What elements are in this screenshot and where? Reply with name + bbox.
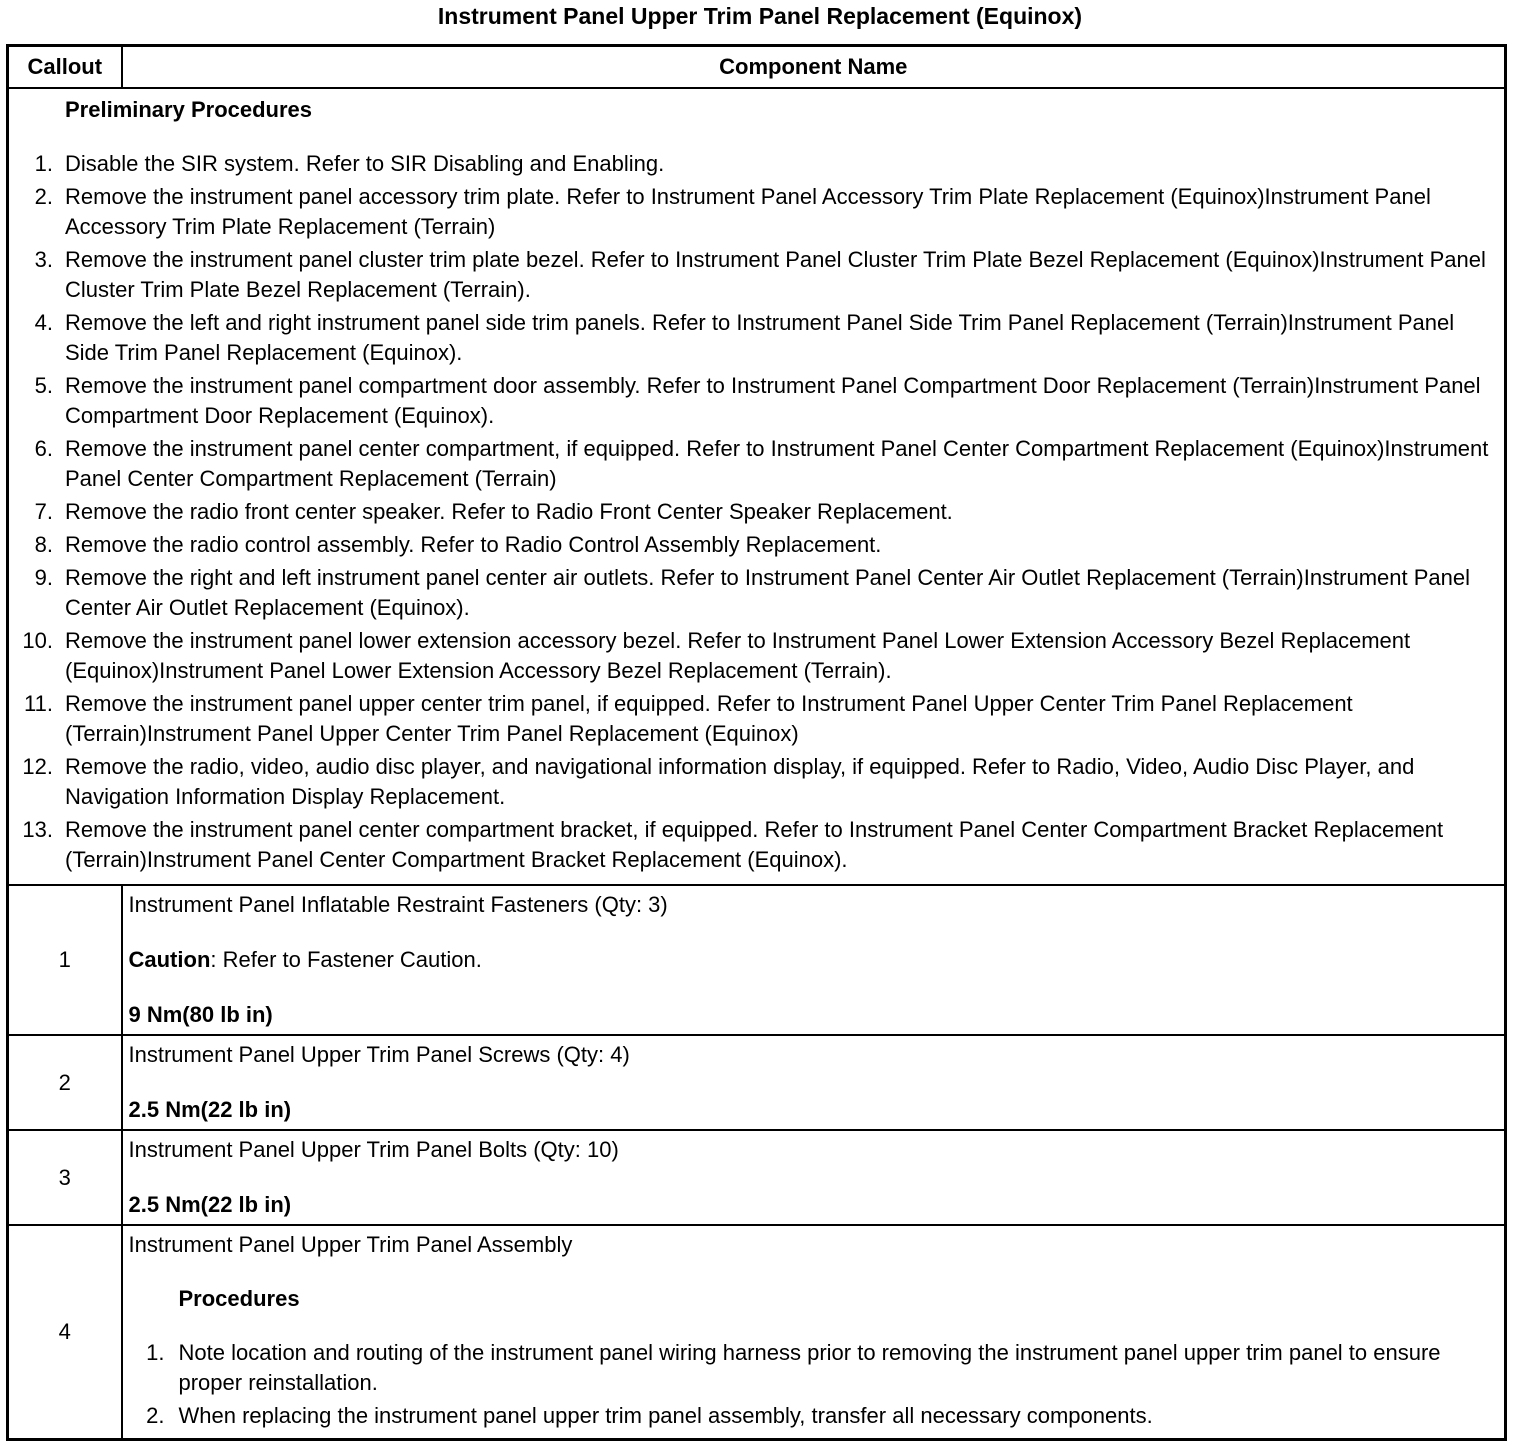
- list-item: 2. Remove the instrument panel accessory trim plate. Refer to Instrument Panel Accessory Trim Plate Replacement (Equinox)Instrument Panel Accessory Trim Plate Replacement (Terrain): [34, 184, 1431, 239]
- table-row: [8, 1225, 1506, 1440]
- list-item: 1. Note location and routing of the instrument panel wiring harness prior to removing the instrument panel upper trim panel to ensure proper reinstallation.: [146, 1340, 1441, 1395]
- component-name: Instrument Panel Upper Trim Panel Screws (Qty: 4): [128, 1042, 630, 1067]
- callout-cell: 2: [8, 1035, 122, 1130]
- caution-label: Caution: [128, 947, 211, 972]
- component-name: Instrument Panel Inflatable Restraint Fasteners (Qty: 3): [128, 892, 668, 917]
- list-item: 4. Remove the left and right instrument panel side trim panels. Refer to Instrument Panel Side Trim Panel Replacement (Terrain)Instrument Panel Side Trim Panel Replacement (Equinox).: [34, 310, 1455, 365]
- list-item: 13. Remove the instrument panel center compartment bracket, if equipped. Refer to Instrument Panel Center Compartment Bracket Replacement (Terrain)Instrument Panel Center Compartment Bracket Replacement (Equinox).: [22, 817, 1444, 872]
- table-header-row: [8, 46, 1506, 89]
- list-item: 5. Remove the instrument panel compartment door assembly. Refer to Instrument Panel Compartment Door Replacement (Terrain)Instrument Panel Compartment Door Replacement (Equinox).: [34, 373, 1481, 428]
- preliminary-heading: Preliminary Procedures: [65, 97, 313, 122]
- callout-header: Callout: [8, 46, 122, 89]
- component-cell: [122, 1225, 1506, 1440]
- list-item: 7. Remove the radio front center speaker. Refer to Radio Front Center Speaker Replacement.: [34, 499, 953, 524]
- procedures-heading: Procedures: [178, 1286, 300, 1311]
- list-item: 11. Remove the instrument panel upper center trim panel, if equipped. Refer to Instrument Panel Upper Center Trim Panel Replacement (Terrain)Instrument Panel Upper Center Trim Panel Replacement (Equinox): [24, 691, 1353, 746]
- list-item: 9. Remove the right and left instrument panel center air outlets. Refer to Instrument Panel Center Air Outlet Replacement (Terrain)Instrument Panel Center Air Outlet Replacement (Equinox).: [34, 565, 1471, 620]
- table-row: [8, 885, 1506, 1035]
- component-cell: [122, 885, 1506, 1035]
- list-item: 12. Remove the radio, video, audio disc player, and navigational information display, if equipped. Refer to Radio, Video, Audio Disc Player, and Navigation Information Display Replacement.: [22, 754, 1415, 809]
- component-table: [6, 44, 1507, 1441]
- preliminary-steps: [13, 149, 1496, 875]
- table-row: [8, 1130, 1506, 1225]
- component-name-header: Component Name: [122, 46, 1506, 89]
- list-item: 8. Remove the radio control assembly. Refer to Radio Control Assembly Replacement.: [34, 532, 882, 557]
- callout-cell: 1: [8, 885, 122, 1035]
- page-title: Instrument Panel Upper Trim Panel Replacement (Equinox): [437, 3, 1083, 29]
- table-row: [8, 1035, 1506, 1130]
- list-item: 2. When replacing the instrument panel upper trim panel assembly, transfer all necessary components.: [146, 1403, 1153, 1428]
- caution-text: : Refer to Fastener Caution.: [210, 947, 482, 972]
- callout-cell: 4: [8, 1225, 122, 1440]
- component-cell: [122, 1130, 1506, 1225]
- preliminary-row: [8, 88, 1506, 885]
- list-item: 10. Remove the instrument panel lower extension accessory bezel. Refer to Instrument Panel Lower Extension Accessory Bezel Replacement (Equinox)Instrument Panel Lower Extension Accessory Bezel Replacement (Terrain).: [22, 628, 1411, 683]
- component-cell: [122, 1035, 1506, 1130]
- callout-cell: 3: [8, 1130, 122, 1225]
- component-name: Instrument Panel Upper Trim Panel Assembly: [128, 1232, 573, 1257]
- torque-spec: 9 Nm(80 lb in): [128, 1002, 273, 1027]
- preliminary-procedures: [8, 88, 1506, 885]
- list-item: 1. Disable the SIR system. Refer to SIR Disabling and Enabling.: [34, 151, 665, 176]
- caution-note: [129, 945, 1500, 975]
- list-item: 3. Remove the instrument panel cluster trim plate bezel. Refer to Instrument Panel Cluster Trim Plate Bezel Replacement (Equinox)Instrument Panel Cluster Trim Plate Bezel Replacement (Terrain).: [34, 247, 1486, 302]
- component-name: Instrument Panel Upper Trim Panel Bolts (Qty: 10): [128, 1137, 619, 1162]
- list-item: 6. Remove the instrument panel center compartment, if equipped. Refer to Instrument Panel Center Compartment Replacement (Equinox)Instrument Panel Center Compartment Replacement (Terrain): [34, 436, 1489, 491]
- procedures-list: [129, 1338, 1500, 1431]
- torque-spec: 2.5 Nm(22 lb in): [128, 1192, 292, 1217]
- torque-spec: 2.5 Nm(22 lb in): [128, 1097, 292, 1122]
